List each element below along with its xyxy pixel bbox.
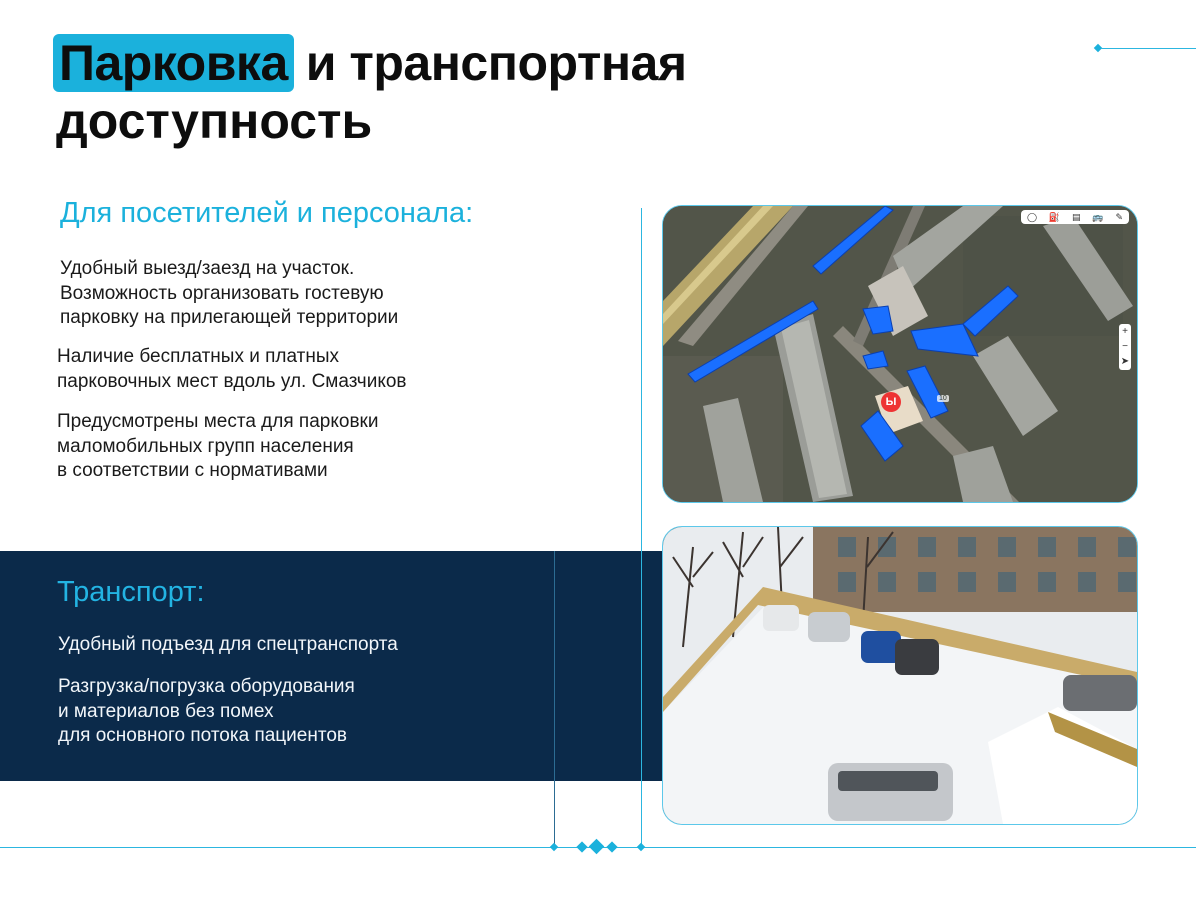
title-highlight: Парковка (53, 34, 294, 92)
zoom-in-button[interactable]: + (1122, 325, 1128, 337)
page-title-line1 (53, 34, 687, 92)
visitors-paragraph-1: Удобный выезд/заезд на участок. Возможность организовать гостевую парковку на прилегающей территории (60, 258, 399, 328)
decor-diamond-bottom-left (550, 843, 558, 851)
parking-map (662, 205, 1138, 503)
visitors-paragraph-2: Наличие бесплатных и платных парковочных мест вдоль ул. Смазчиков (57, 346, 407, 392)
map-control-icon[interactable]: ◯ (1026, 211, 1038, 222)
map-control-icon[interactable]: ⛽ (1048, 211, 1061, 222)
decor-line-top (1101, 48, 1196, 49)
transport-heading: Транспорт: (57, 576, 205, 608)
transport-band (0, 551, 662, 781)
transport-paragraph-2: Разгрузка/погрузка оборудования и материалов без помех для основного потока пациентов (58, 676, 355, 746)
transport-paragraph-1: Удобный подъезд для спецтранспорта (58, 634, 398, 655)
decor-vline-right (641, 208, 642, 848)
decor-vline-left (554, 551, 555, 848)
map-controls[interactable] (1021, 210, 1129, 224)
decor-diamond-bottom-right (637, 843, 645, 851)
decor-diamond-cluster-3 (606, 841, 617, 852)
map-control-icon[interactable]: ▤ (1071, 211, 1081, 222)
map-pin-icon[interactable]: Ы (881, 392, 901, 412)
page-title-line2: доступность (56, 93, 373, 149)
map-house-label: 10 (939, 395, 947, 402)
map-control-icon[interactable]: 🚌 (1092, 211, 1104, 222)
decor-diamond-cluster-2 (589, 839, 605, 855)
visitors-paragraph-3: Предусмотрены места для парковки маломобильных групп населения в соответствии с нормативами (57, 411, 379, 481)
decor-diamond-cluster-1 (576, 841, 587, 852)
locate-icon[interactable]: ➤ (1120, 356, 1130, 368)
satellite-map-image (663, 206, 1137, 502)
map-control-icon[interactable]: ✎ (1115, 211, 1124, 222)
title-rest: и транспортная (305, 35, 687, 91)
visitors-heading: Для посетителей и персонала: (60, 197, 474, 229)
snowy-parking-photo (663, 527, 1137, 824)
zoom-out-button[interactable]: − (1122, 340, 1128, 352)
parking-photo (662, 526, 1138, 825)
map-zoom-controls[interactable] (1119, 324, 1131, 370)
